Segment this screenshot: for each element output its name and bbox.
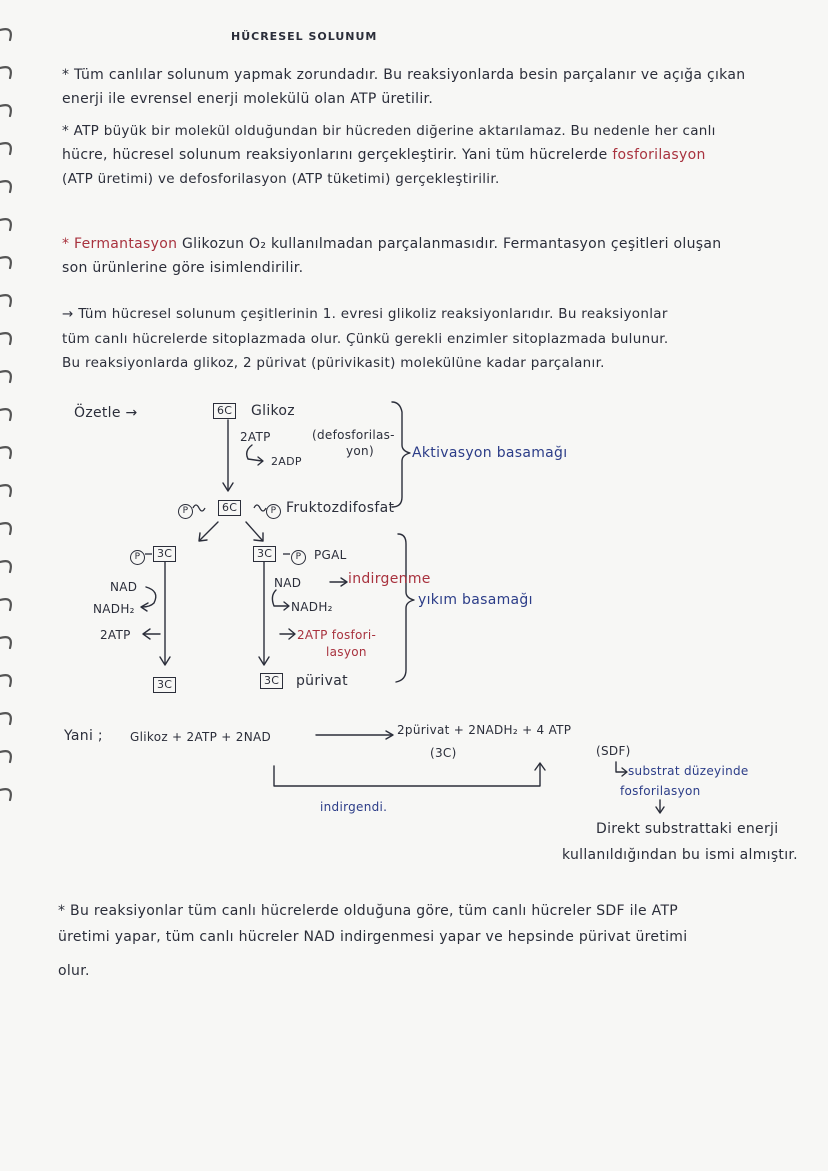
end-right-3c-box: 3C (260, 673, 283, 689)
paragraph-4-line-2: tüm canlı hücrelerde sitoplazmada olur. Çünkü gerekli enzimler sitoplazmada bulunur. (62, 331, 669, 347)
paragraph-4-line-1: → Tüm hücresel solunum çeşitlerinin 1. evresi glikoliz reaksiyonlarıdır. Bu reaksiyonlar (62, 306, 668, 322)
activation-step-label: Aktivasyon basamağı (412, 445, 568, 461)
fructose-phosphate-wrap (266, 500, 281, 519)
fructose-row (178, 500, 193, 519)
equation-prefix: Yani ; (64, 728, 103, 744)
summary-label: Özetle → (74, 405, 138, 421)
direct-note-line-1: Direkt substrattaki enerji (596, 821, 779, 837)
page-title: HÜCRESEL SOLUNUM (231, 30, 378, 43)
atp-phosphorylation-label-2: lasyon (326, 645, 367, 659)
atp-input-label: 2ATP (240, 430, 271, 444)
adp-output-label: 2ADP (271, 455, 302, 468)
reduction-label: indirgenme (348, 571, 431, 587)
fructose-carbon-box: 6C (218, 500, 241, 516)
pgal-label: PGAL (314, 548, 347, 562)
direct-note-line-2: kullanıldığından bu ismi almıştır. (562, 847, 798, 863)
paragraph-1-line-1: * Tüm canlılar solunum yapmak zorundadır. Bu reaksiyonlarda besin parçalanır ve açığa çıkan (62, 67, 746, 83)
paragraph-5-line-2: üretimi yapar, tüm canlı hücreler NAD indirgenmesi yapar ve hepsinde pürivat üretimi (58, 929, 688, 945)
end-left-3c-box: 3C (153, 677, 176, 693)
dephosphorylation-label-2: yon) (346, 444, 374, 458)
pyruvate-carbon-note: (3C) (430, 746, 457, 760)
paragraph-2-line-1: * ATP büyük bir molekül olduğundan bir hücreden diğerine aktarılamaz. Bu nedenle her canlı (62, 123, 716, 139)
paragraph-4-line-3: Bu reaksiyonlarda glikoz, 2 pürivat (pürivikasit) molekülüne kadar parçalanır. (62, 355, 605, 371)
paragraph-1-line-2: enerji ile evrensel enerji molekülü olan ATP üretilir. (62, 91, 434, 107)
nadh2-left-label: NADH₂ (93, 602, 135, 616)
left-phosphate-wrap (130, 546, 145, 565)
paragraph-2-line-2 (62, 146, 706, 164)
reduced-label: indirgendi. (320, 800, 388, 814)
paragraph-3-line-1 (62, 235, 721, 253)
left-3c-box: 3C (153, 546, 176, 562)
right-phosphate-wrap (291, 546, 306, 565)
paragraph-2-line-2-text: hücre, hücresel solunum reaksiyonlarını gerçekleştirir. Yani tüm hücrelerde (62, 147, 608, 163)
paragraph-5-line-3: olur. (58, 963, 90, 979)
sdf-note-line-2: fosforilasyon (620, 784, 701, 798)
glucose-label: Glikoz (251, 403, 295, 419)
pyruvate-label: pürivat (296, 673, 348, 689)
glucose-carbon-box: 6C (213, 403, 236, 419)
atp-left-label: 2ATP (100, 628, 131, 642)
phosphate-pgal-icon: P (291, 550, 306, 565)
paragraph-5-line-1: * Bu reaksiyonlar tüm canlı hücrelerde olduğuna göre, tüm canlı hücreler SDF ile ATP (58, 903, 679, 919)
nad-left-label: NAD (110, 580, 138, 594)
fermentation-term: * Fermantasyon (62, 236, 178, 252)
phosphate-right-icon: P (266, 504, 281, 519)
spiral-binding (0, 0, 40, 1171)
sdf-note-line-1: substrat düzeyinde (628, 764, 749, 778)
paragraph-3-line-2: son ürünlerine göre isimlendirilir. (62, 260, 304, 276)
right-3c-box: 3C (253, 546, 276, 562)
sdf-label: (SDF) (596, 744, 631, 758)
equation-left: Glikoz + 2ATP + 2NAD (130, 730, 272, 744)
nad-right-label: NAD (274, 576, 302, 590)
paragraph-2-line-3: (ATP üretimi) ve defosforilasyon (ATP tüketimi) gerçekleştirilir. (62, 171, 500, 187)
paragraph-3-line-1-text: Glikozun O₂ kullanılmadan parçalanmasıdır. Fermantasyon çeşitleri oluşan (182, 236, 722, 252)
dephosphorylation-label-1: (defosforilas- (312, 428, 395, 442)
breakdown-step-label: yıkım basamağı (418, 592, 533, 608)
nadh2-right-label: NADH₂ (291, 600, 333, 614)
fructose-label: Fruktozdifosfat (286, 500, 395, 516)
phosphate-left-icon: P (178, 504, 193, 519)
equation-right: 2pürivat + 2NADH₂ + 4 ATP (397, 723, 572, 737)
phosphate-left-3c-icon: P (130, 550, 145, 565)
atp-phosphorylation-label-1: 2ATP fosfori- (297, 628, 377, 642)
phosphorylation-term: fosforilasyon (612, 147, 706, 163)
